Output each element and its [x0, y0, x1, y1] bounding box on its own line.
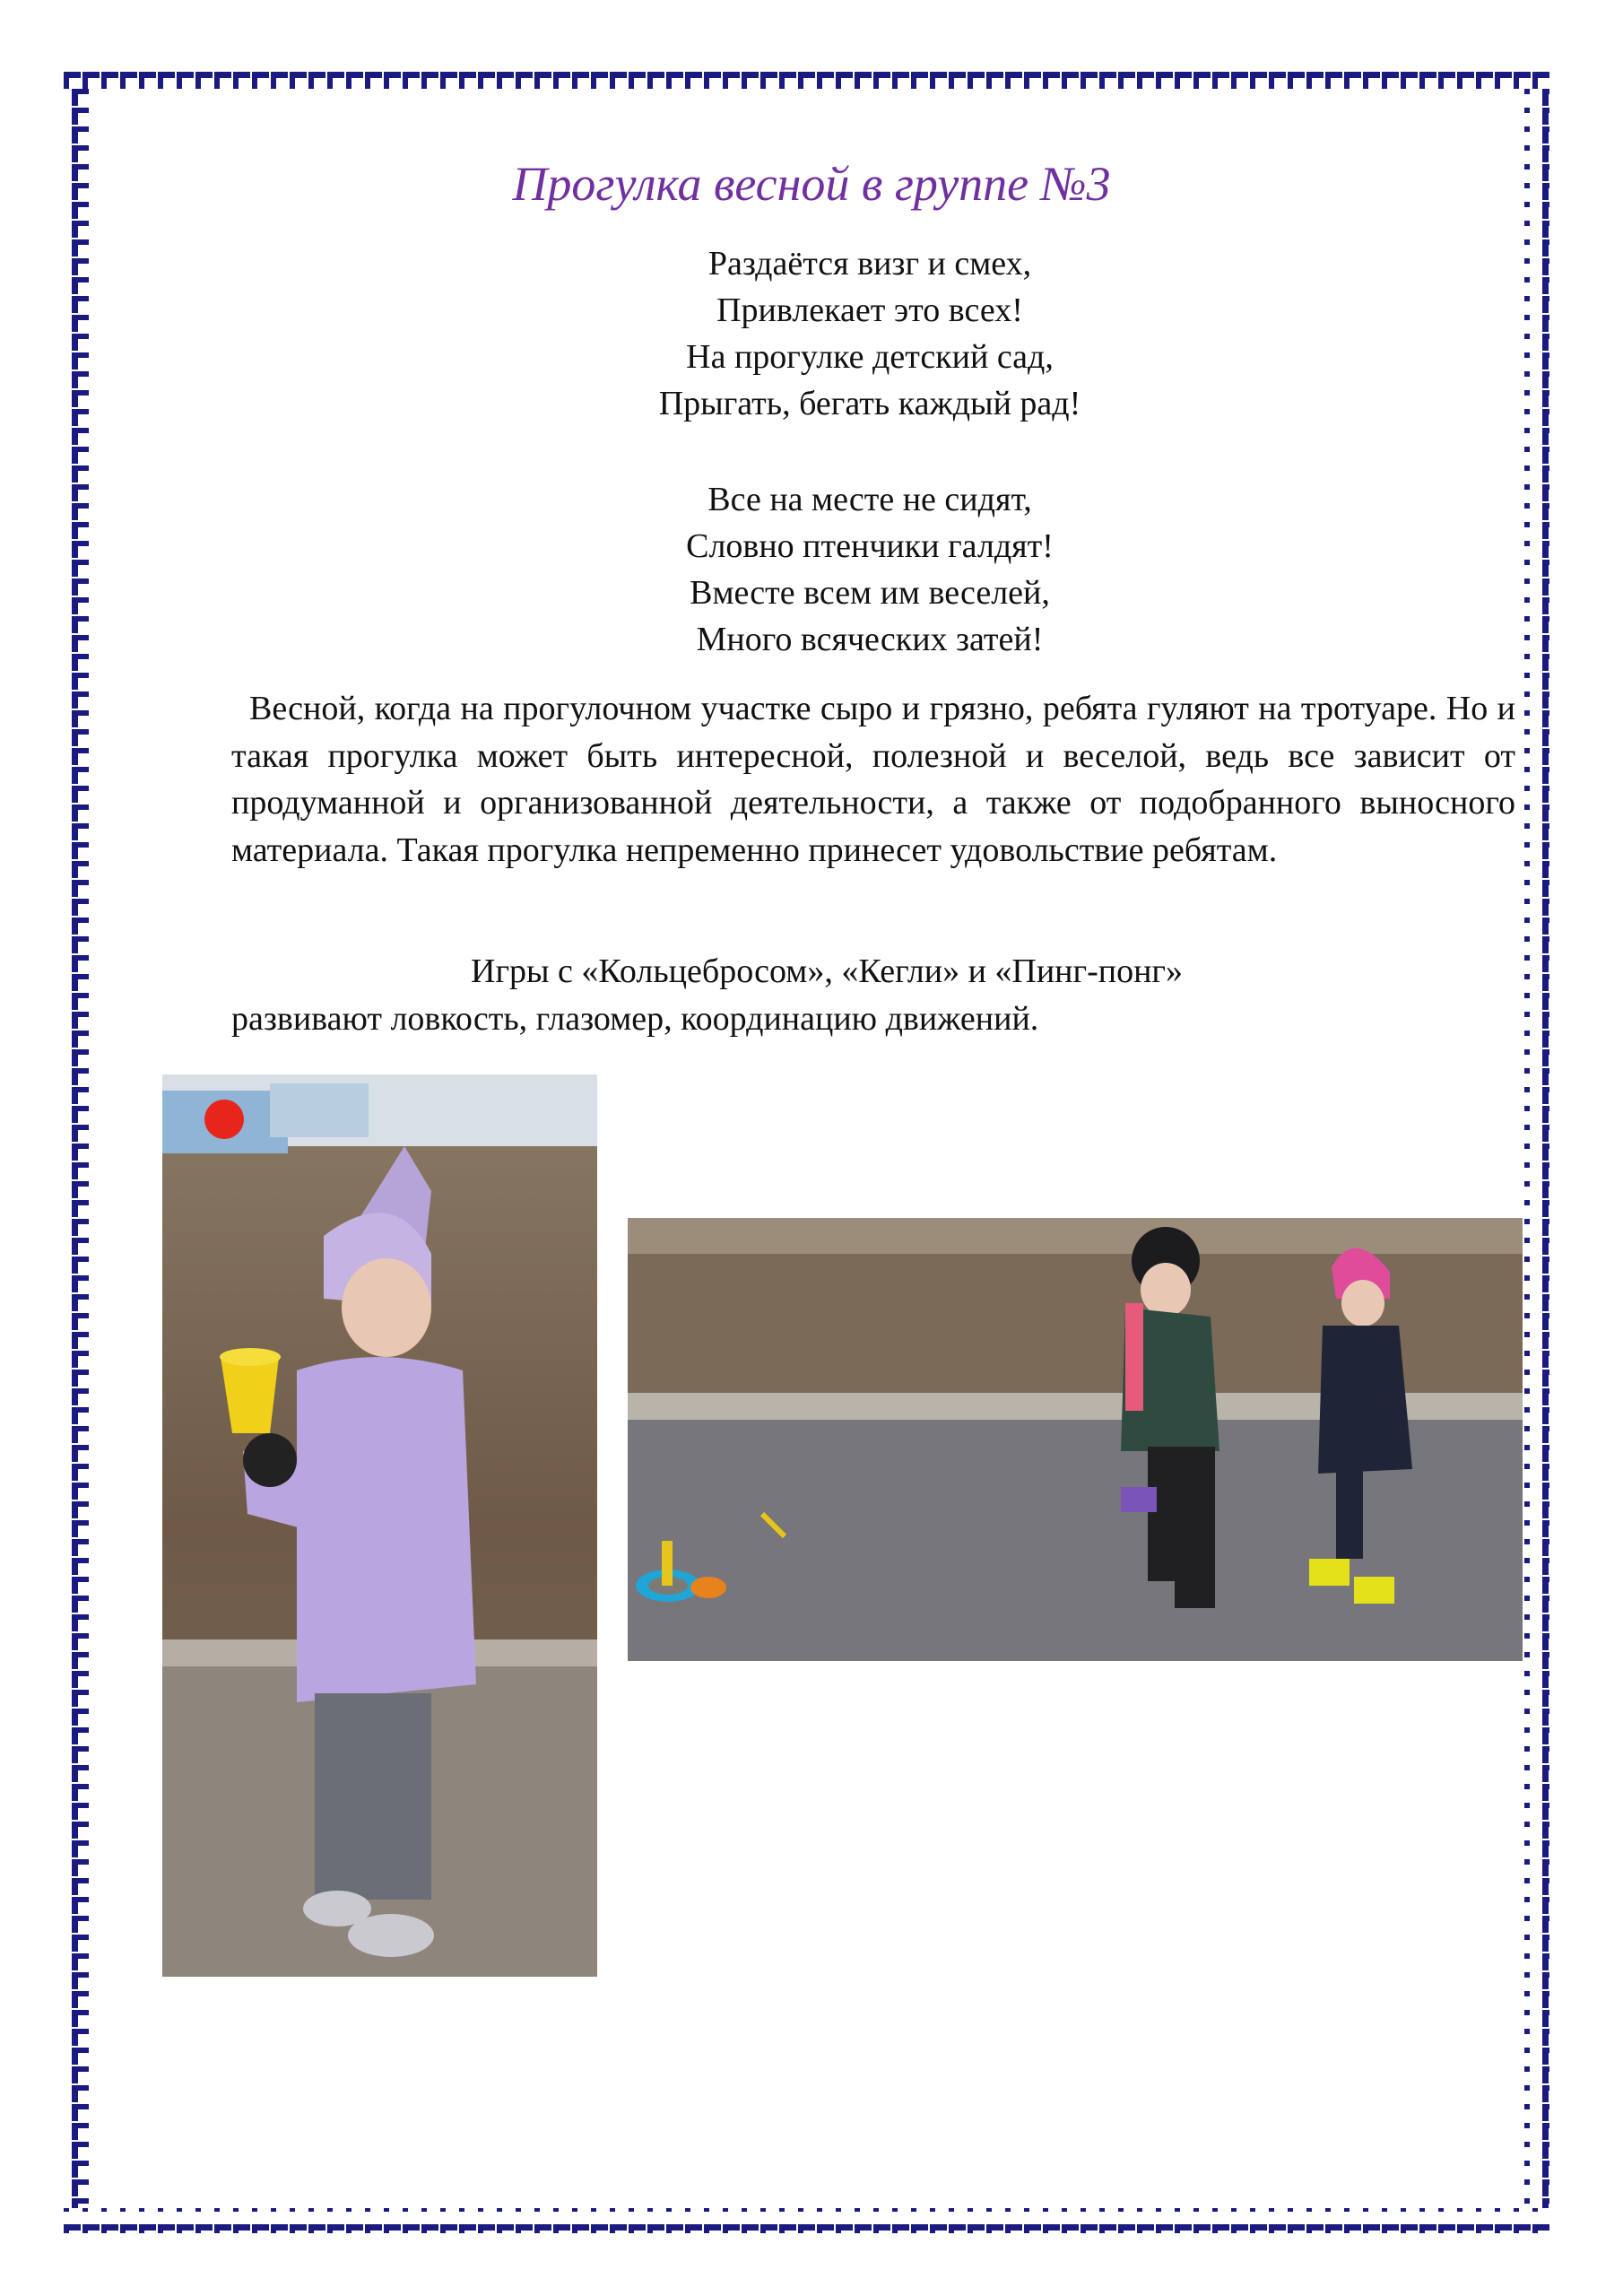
description-paragraph: Весной, когда на прогулочном участке сыро и грязно, ребята гуляют на тротуаре. Но и такая прогулка может быть интересной, полезной и веселой, ведь все зависит от продуманной и организованной деятельности, а также от подобранного выносного материала. Такая прогулка непременно принесет удовольствие ребятам. — [231, 690, 1515, 869]
games-line-2: развивают ловкость, глазомер, координацию движений. — [231, 1000, 1039, 1038]
poem-line: Раздаётся визг и смех, — [707, 245, 1032, 283]
poem-line: Много всяческих затей! — [696, 621, 1044, 658]
poem-line: Вместе всем им веселей, — [690, 574, 1050, 612]
poem-line: Все на месте не сидят, — [707, 481, 1032, 518]
poem-line: Привлекает это всех! — [716, 291, 1023, 329]
poem-line: Прыгать, бегать каждый рад! — [658, 385, 1081, 422]
poem — [0, 240, 1623, 712]
poem-line: Словно птенчики галдят! — [686, 527, 1054, 565]
photo-girl-with-basket — [162, 1074, 597, 1977]
page-title: Прогулка весной в группе №3 — [512, 157, 1111, 211]
poem-stanza-1 — [0, 240, 1623, 427]
poem-line: На прогулке детский сад, — [686, 338, 1054, 376]
poem-stanza-2 — [0, 476, 1623, 663]
photo-children-ring-toss — [628, 1218, 1523, 1661]
games-line-1: Игры с «Кольцебросом», «Кегли» и «Пинг-понг» — [471, 952, 1184, 990]
